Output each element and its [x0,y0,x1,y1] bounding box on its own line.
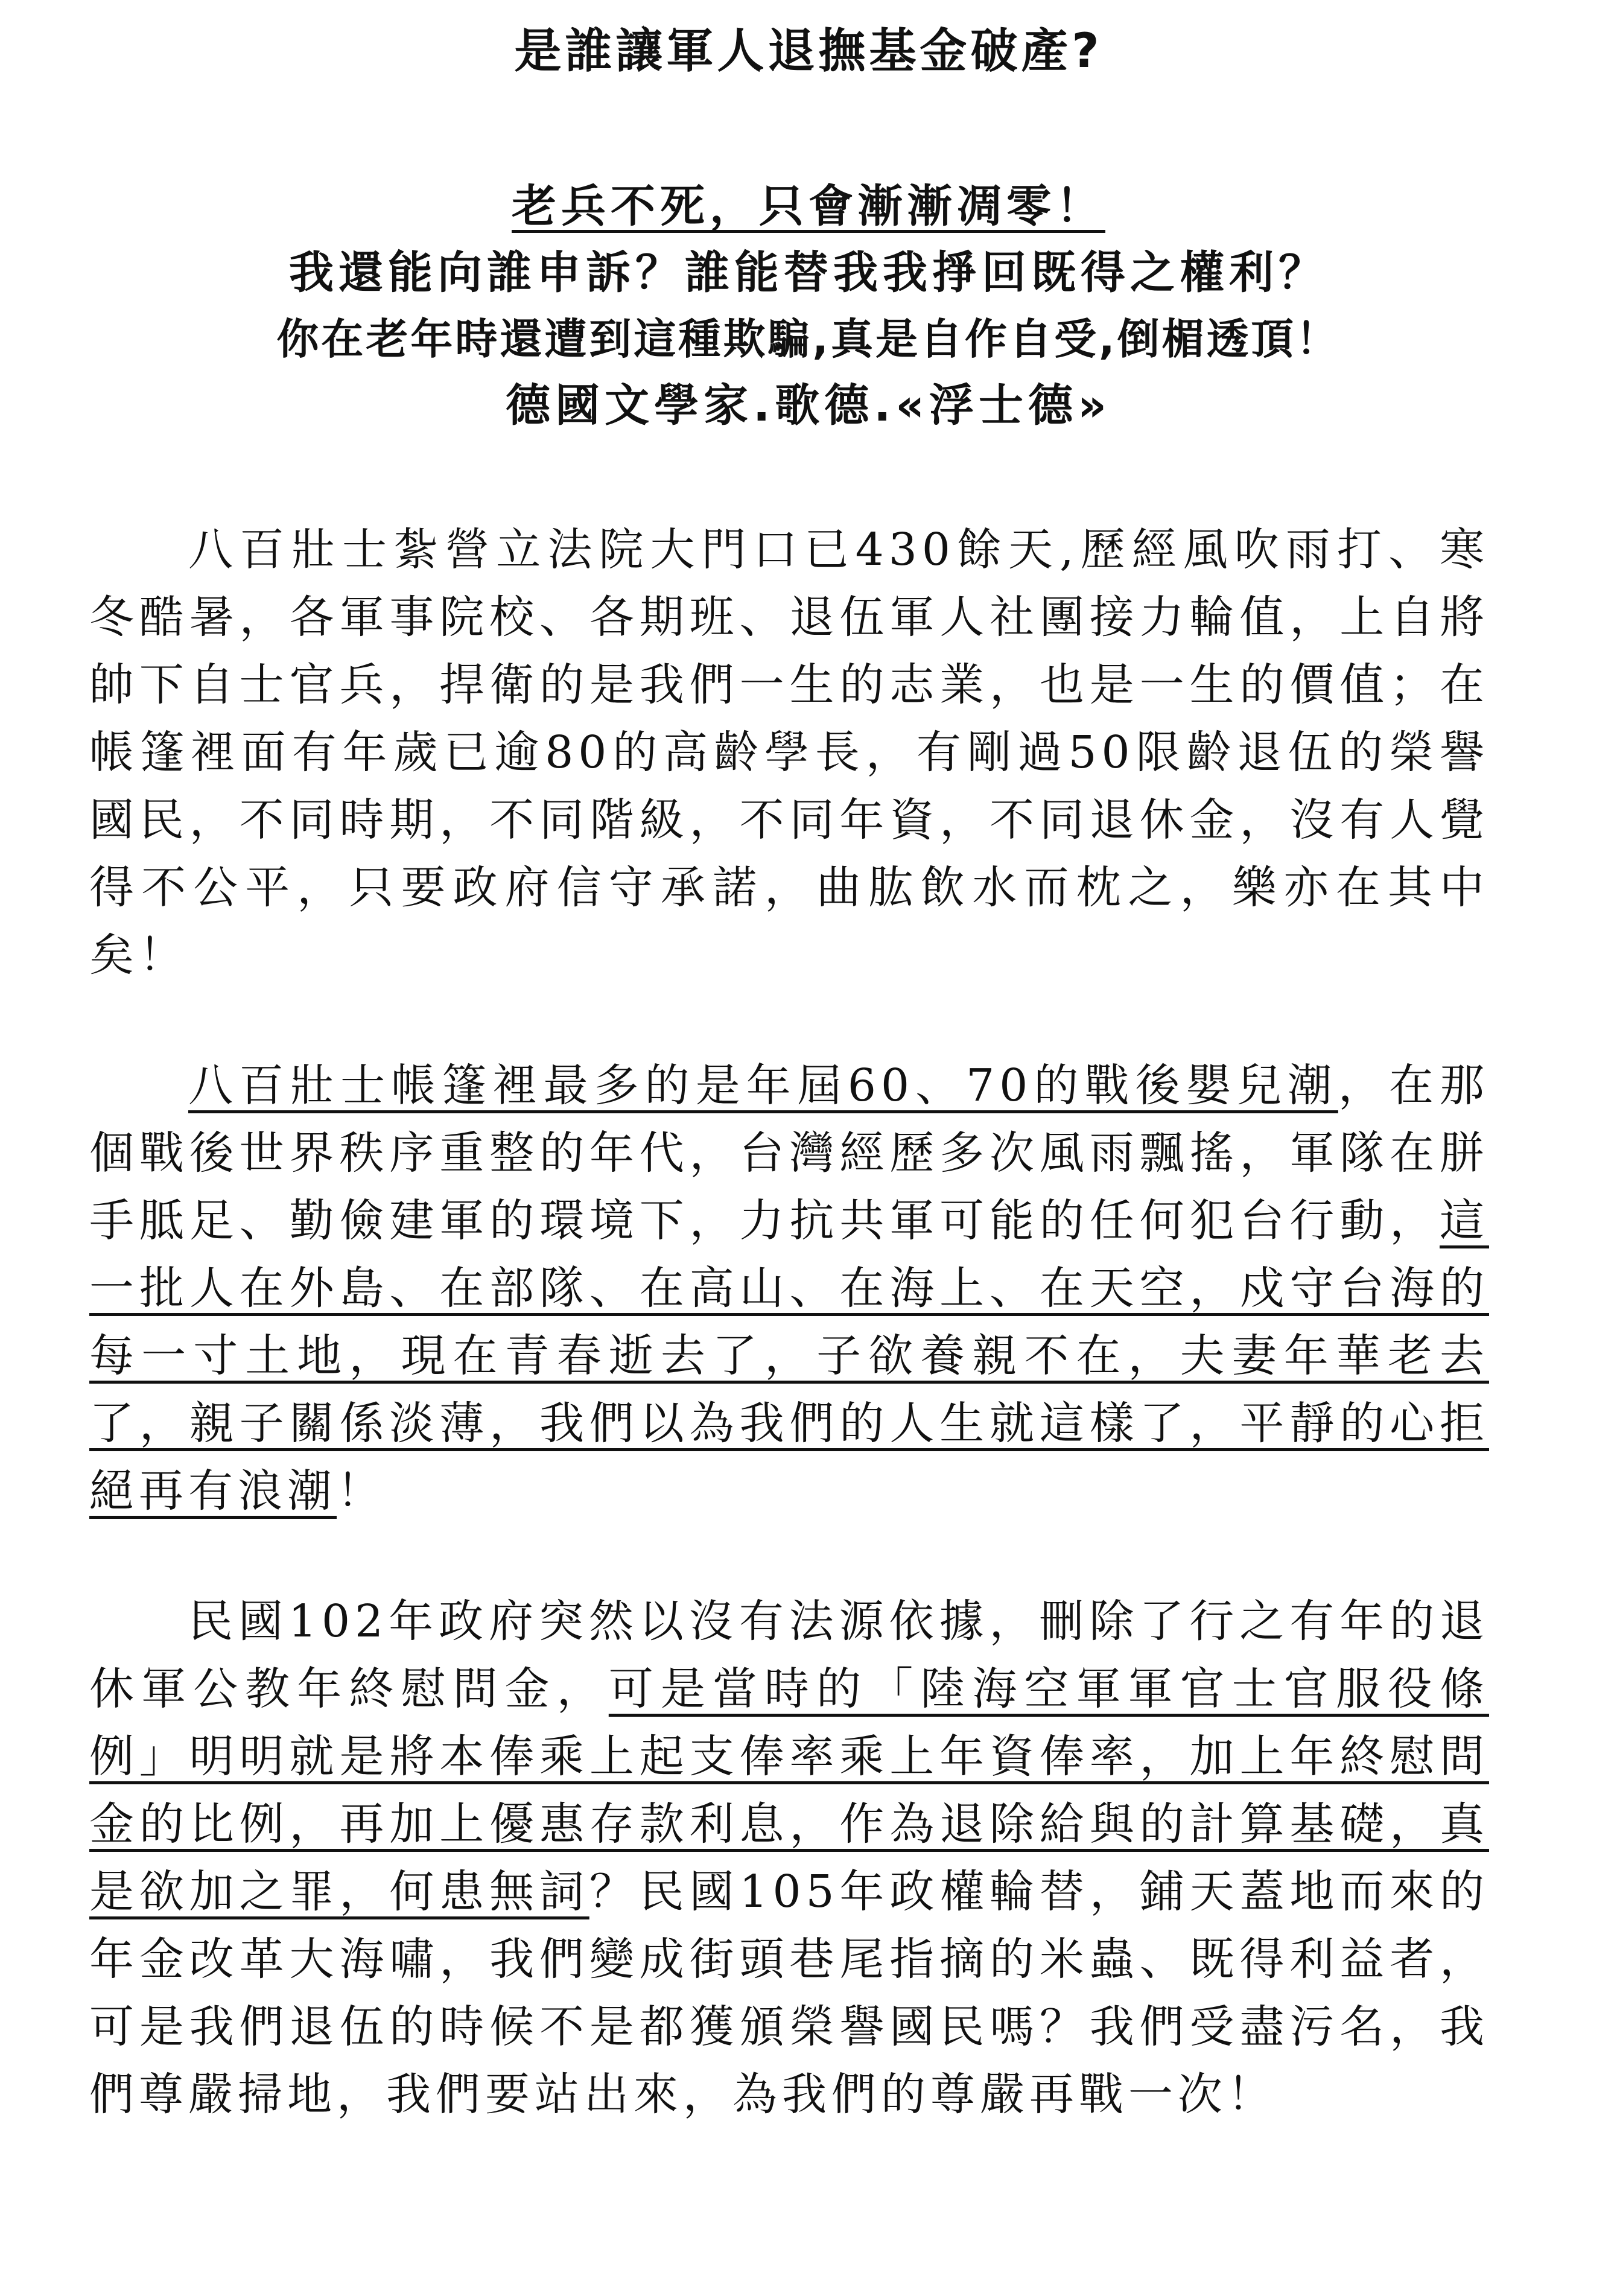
paragraph-2 [89,1052,1489,1525]
header-line-2: 我還能向誰申訴？誰能替我我掙回既得之權利？ [289,247,1328,299]
paragraph-1: 八百壯士紮營立法院大門口已430餘天,歷經風吹雨打、寒冬酷暑，各軍事院校、各期班、退伍軍人社團接力輪值，上自將帥下自士官兵，捍衛的是我們一生的志業，也是一生的價值；在帳篷裡面有年歲已逾80的高齡學長，有剛過50限齡退伍的榮譽國民，不同時期，不同階級，不同年資，不同退休金，沒有人覺得不公平，只要政府信守承諾，曲肱飲水而枕之，樂亦在其中矣！ [89,524,1489,981]
p2-text-4: ！ [337,1465,386,1517]
p2-underlined-1: 八百壯士帳篷裡最多的是年屆60、70的戰後嬰兒潮 [188,1060,1338,1111]
p2-underlined-2: 這一批人在外島、在部隊、在高山、在海上、在天空，戍守台海的每一寸土地，現在青春逝去了，子欲養親不在，夫妻年華老去了，親子關係淡薄，我們以為我們的人生就這樣了，平靜的心拒絕再有浪潮 [89,1195,1489,1517]
header-line-3: 你在老年時還遭到這種欺騙,真是自作自受,倒楣透頂！ [276,314,1341,364]
header-line-1 [0,176,1617,237]
p2-text-2: ，在那個戰後世界秩序重整的年代，台灣經歷多次風雨飄搖，軍隊在胼手胝足、勤儉建軍的環境下，力抗共軍可能的任何犯台行動， [89,1060,1489,1247]
document-title: 是誰讓軍人退撫基金破產? [514,24,1103,78]
p3-text-3: ？民國105年政權輪替，鋪天蓋地而來的年金改革大海嘯，我們變成街頭巷尾指摘的米蟲、既得利益者，可是我們退伍的時候不是都獲頒榮譽國民嗎？我們受盡污名，我們尊嚴掃地，我們要站出來，為我們的尊嚴再戰一次！ [89,1866,1489,2120]
paragraph-3 [89,1588,1489,2128]
header-line-1-text: 老兵不死，只會漸漸凋零！ [512,180,1105,232]
p3-underlined: 可是當時的「陸海空軍軍官士官服役條例」明明就是將本俸乘上起支俸率乘上年資俸率，加上年終慰問金的比例，再加上優惠存款利息，作為退除給與的計算基礎，真是欲加之罪，何患無詞 [89,1663,1490,1918]
p3-text-1: 民國102年政府突然以沒有法源依據，刪除了行之有年的退休軍公教年終慰問金， [89,1595,1489,1715]
header-line-4: 德國文學家.歌德.«浮士德» [506,380,1111,431]
body-text [89,516,1489,2128]
